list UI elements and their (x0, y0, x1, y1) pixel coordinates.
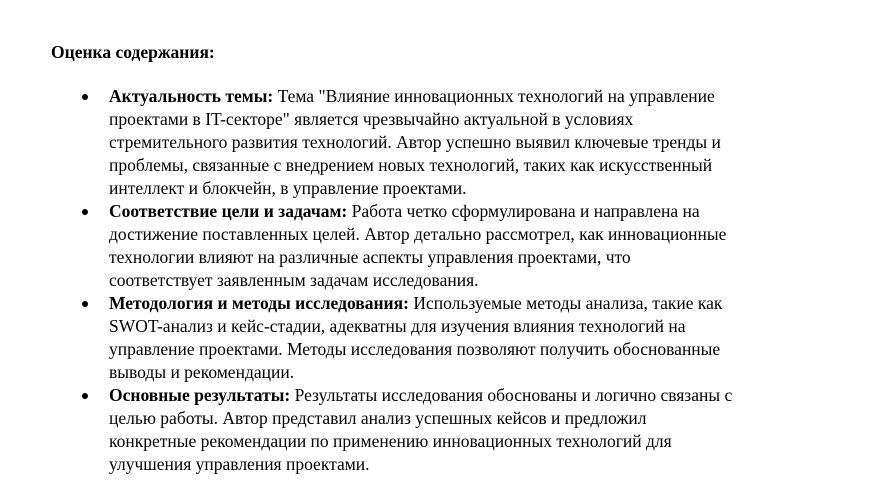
bullet-icon (82, 301, 88, 307)
item-line (109, 85, 829, 108)
item-line: стремительного развития технологий. Автор успешно выявил ключевые тренды и (109, 132, 721, 152)
section-heading: Оценка содержания: (51, 42, 215, 62)
item-line: достижение поставленных целей. Автор детально рассмотрел, как инновационные (109, 224, 727, 244)
item-line: проблемы, связанные с внедрением новых технологий, таких как искусственный (109, 155, 713, 175)
item-line (109, 384, 829, 407)
item-line (109, 292, 829, 315)
item-line: конкретные рекомендации по применению инновационных технологий для (109, 431, 672, 451)
item-lead: Методология и методы исследования: (109, 293, 409, 313)
item-line: технологии влияют на различные аспекты управления проектами, что (109, 247, 631, 267)
item-line: улучшения управления проектами. (109, 454, 370, 474)
item-line: SWOT-анализ и кейс-стадии, адекватны для изучения влияния технологий на (109, 316, 686, 336)
item-lead: Соответствие цели и задачам: (109, 201, 348, 221)
item-line: выводы и рекомендации. (109, 362, 295, 382)
list-item-methodology (51, 292, 829, 384)
item-line: соответствует заявленным задачам исследования. (109, 270, 479, 290)
list-item-relevance (51, 85, 829, 200)
bullet-icon (82, 94, 88, 100)
item-line: управление проектами. Методы исследования позволяют получить обоснованные (109, 339, 721, 359)
item-text: Используемые методы анализа, такие как (408, 293, 723, 313)
bullet-icon (82, 209, 88, 215)
item-text: Результаты исследования обоснованы и логично связаны с (290, 385, 733, 405)
assessment-list (51, 85, 876, 476)
item-line: целью работы. Автор представил анализ успешных кейсов и предложил (109, 408, 647, 428)
item-text: Тема "Влияние инновационных технологий на управление (273, 86, 715, 106)
item-lead: Актуальность темы: (109, 86, 274, 106)
bullet-icon (82, 393, 88, 399)
item-text: Работа четко сформулирована и направлена на (347, 201, 700, 221)
item-lead: Основные результаты: (109, 385, 291, 405)
item-line: интеллект и блокчейн, в управление проектами. (109, 178, 467, 198)
item-line: проектами в IT-секторе" является чрезвычайно актуальной в условиях (109, 109, 634, 129)
item-line (109, 200, 829, 223)
list-item-goals (51, 200, 829, 292)
list-item-results (51, 384, 829, 476)
